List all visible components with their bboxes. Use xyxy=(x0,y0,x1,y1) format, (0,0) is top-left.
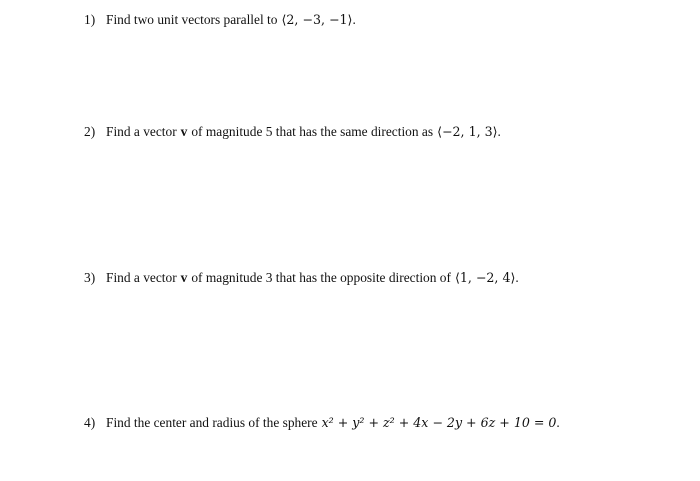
problem-text: Find a vector xyxy=(106,124,177,139)
vector-expression: ⟨2, −3, −1⟩ xyxy=(281,12,353,27)
problem-text-continued: of magnitude 5 that has the same direction as xyxy=(191,124,434,139)
problem-punctuation: . xyxy=(352,12,356,27)
problem-number: 4) xyxy=(84,415,96,430)
vector-variable: v xyxy=(180,124,188,139)
problem-text: Find a vector xyxy=(106,270,177,285)
problem-text: Find two unit vectors parallel to xyxy=(106,12,278,27)
vector-variable: v xyxy=(180,270,188,285)
problem-punctuation: . xyxy=(497,124,501,139)
problem-2 xyxy=(84,123,501,140)
problem-number: 2) xyxy=(84,124,96,139)
problem-number: 1) xyxy=(84,12,96,27)
vector-expression: ⟨1, −2, 4⟩ xyxy=(454,270,516,285)
problem-punctuation: . xyxy=(515,270,519,285)
problem-1 xyxy=(84,11,356,28)
problem-punctuation: . xyxy=(556,415,560,430)
problem-text: Find the center and radius of the sphere xyxy=(106,415,318,430)
vector-expression: ⟨−2, 1, 3⟩ xyxy=(437,124,498,139)
problem-3 xyxy=(84,269,519,286)
problem-4 xyxy=(84,414,560,431)
sphere-equation: x² + y² + z² + 4x − 2y + 6z + 10 = 0 xyxy=(321,415,557,430)
problem-number: 3) xyxy=(84,270,96,285)
problem-text-continued: of magnitude 3 that has the opposite direction of xyxy=(191,270,451,285)
